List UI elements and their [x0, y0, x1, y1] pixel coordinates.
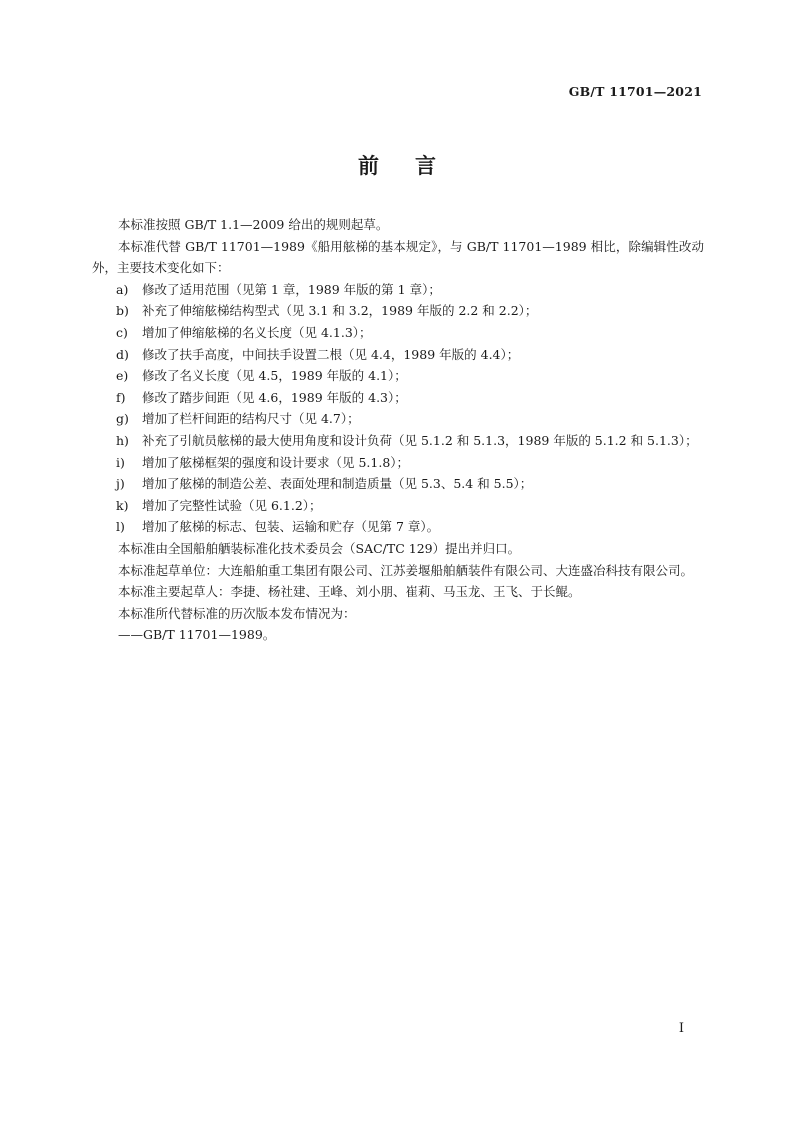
list-item-text: 修改了扶手高度，中间扶手设置二根（见 4.4，1989 年版的 4.4）； — [142, 346, 520, 362]
list-marker: b) — [116, 303, 129, 319]
page-number: I — [678, 1021, 684, 1036]
list-item — [92, 279, 704, 301]
list-marker: f) — [116, 389, 126, 405]
list-item — [92, 452, 704, 474]
history-intro-paragraph: 本标准所代替标准的历次版本发布情况为： — [118, 605, 356, 621]
list-marker: a) — [116, 281, 129, 297]
standard-code: GB/T 11701—2021 — [568, 84, 702, 99]
committee-paragraph: 本标准由全国船舶舾装标准化技术委员会（SAC/TC 129）提出并归口。 — [118, 540, 521, 556]
list-marker: k) — [116, 497, 129, 513]
list-item-text: 增加了舷梯的标志、包装、运输和贮存（见第 7 章）。 — [142, 519, 440, 535]
list-item — [92, 300, 704, 322]
list-item — [92, 495, 704, 517]
list-item-text: 补充了伸缩舷梯结构型式（见 3.1 和 3.2，1989 年版的 2.2 和 2.2）； — [142, 303, 538, 319]
list-item-text: 增加了舷梯的制造公差、表面处理和制造质量（见 5.3、5.4 和 5.5）； — [142, 476, 533, 492]
list-marker: c) — [116, 324, 128, 340]
list-item — [92, 473, 704, 495]
list-item-text: 修改了踏步间距（见 4.6，1989 年版的 4.3）； — [142, 389, 407, 405]
list-item-text: 增加了完整性试验（见 6.1.2）； — [142, 497, 322, 513]
list-marker: g) — [116, 411, 129, 427]
list-marker: l) — [116, 519, 125, 535]
list-item — [92, 430, 704, 452]
list-marker: i) — [116, 454, 125, 470]
drafting-units-paragraph: 本标准起草单位：大连船舶重工集团有限公司、江苏姜堰船舶舾装件有限公司、大连盛冶科技有限公司。 — [118, 562, 694, 578]
list-item — [92, 322, 704, 344]
list-item — [92, 365, 704, 387]
history-item: ——GB/T 11701—1989。 — [118, 627, 276, 643]
page-title: 前言 — [358, 153, 472, 178]
list-item — [92, 408, 704, 430]
drafters-paragraph: 本标准主要起草人：李捷、杨社建、王峰、刘小朋、崔莉、马玉龙、王飞、于长鲲。 — [118, 584, 581, 600]
list-item — [92, 344, 704, 366]
list-item-text: 增加了伸缩舷梯的名义长度（见 4.1.3）； — [142, 324, 372, 340]
list-item-text: 修改了适用范围（见第 1 章，1989 年版的第 1 章）； — [142, 281, 441, 297]
list-item-text: 增加了舷梯框架的强度和设计要求（见 5.1.8）； — [142, 454, 410, 470]
list-marker: d) — [116, 346, 129, 362]
list-marker: e) — [116, 368, 129, 384]
changes-list — [92, 279, 704, 538]
list-item-text: 修改了名义长度（见 4.5，1989 年版的 4.1）； — [142, 368, 407, 384]
list-item — [92, 387, 704, 409]
list-item-text: 增加了栏杆间距的结构尺寸（见 4.7）； — [142, 411, 360, 427]
list-marker: j) — [116, 476, 125, 492]
replacement-paragraph: 本标准代替 GB/T 11701—1989《船用舷梯的基本规定》，与 GB/T 11701—1989 相比，除编辑性改动外，主要技术变化如下： — [92, 238, 704, 276]
list-item-text: 补充了引航员舷梯的最大使用角度和设计负荷（见 5.1.2 和 5.1.3，1989 年版的 5.1.2 和 5.1.3）； — [142, 432, 698, 448]
list-item — [92, 516, 704, 538]
document-body — [92, 214, 704, 646]
list-marker: h) — [116, 432, 129, 448]
drafting-rules-paragraph: 本标准按照 GB/T 1.1—2009 给出的规则起草。 — [118, 217, 389, 232]
